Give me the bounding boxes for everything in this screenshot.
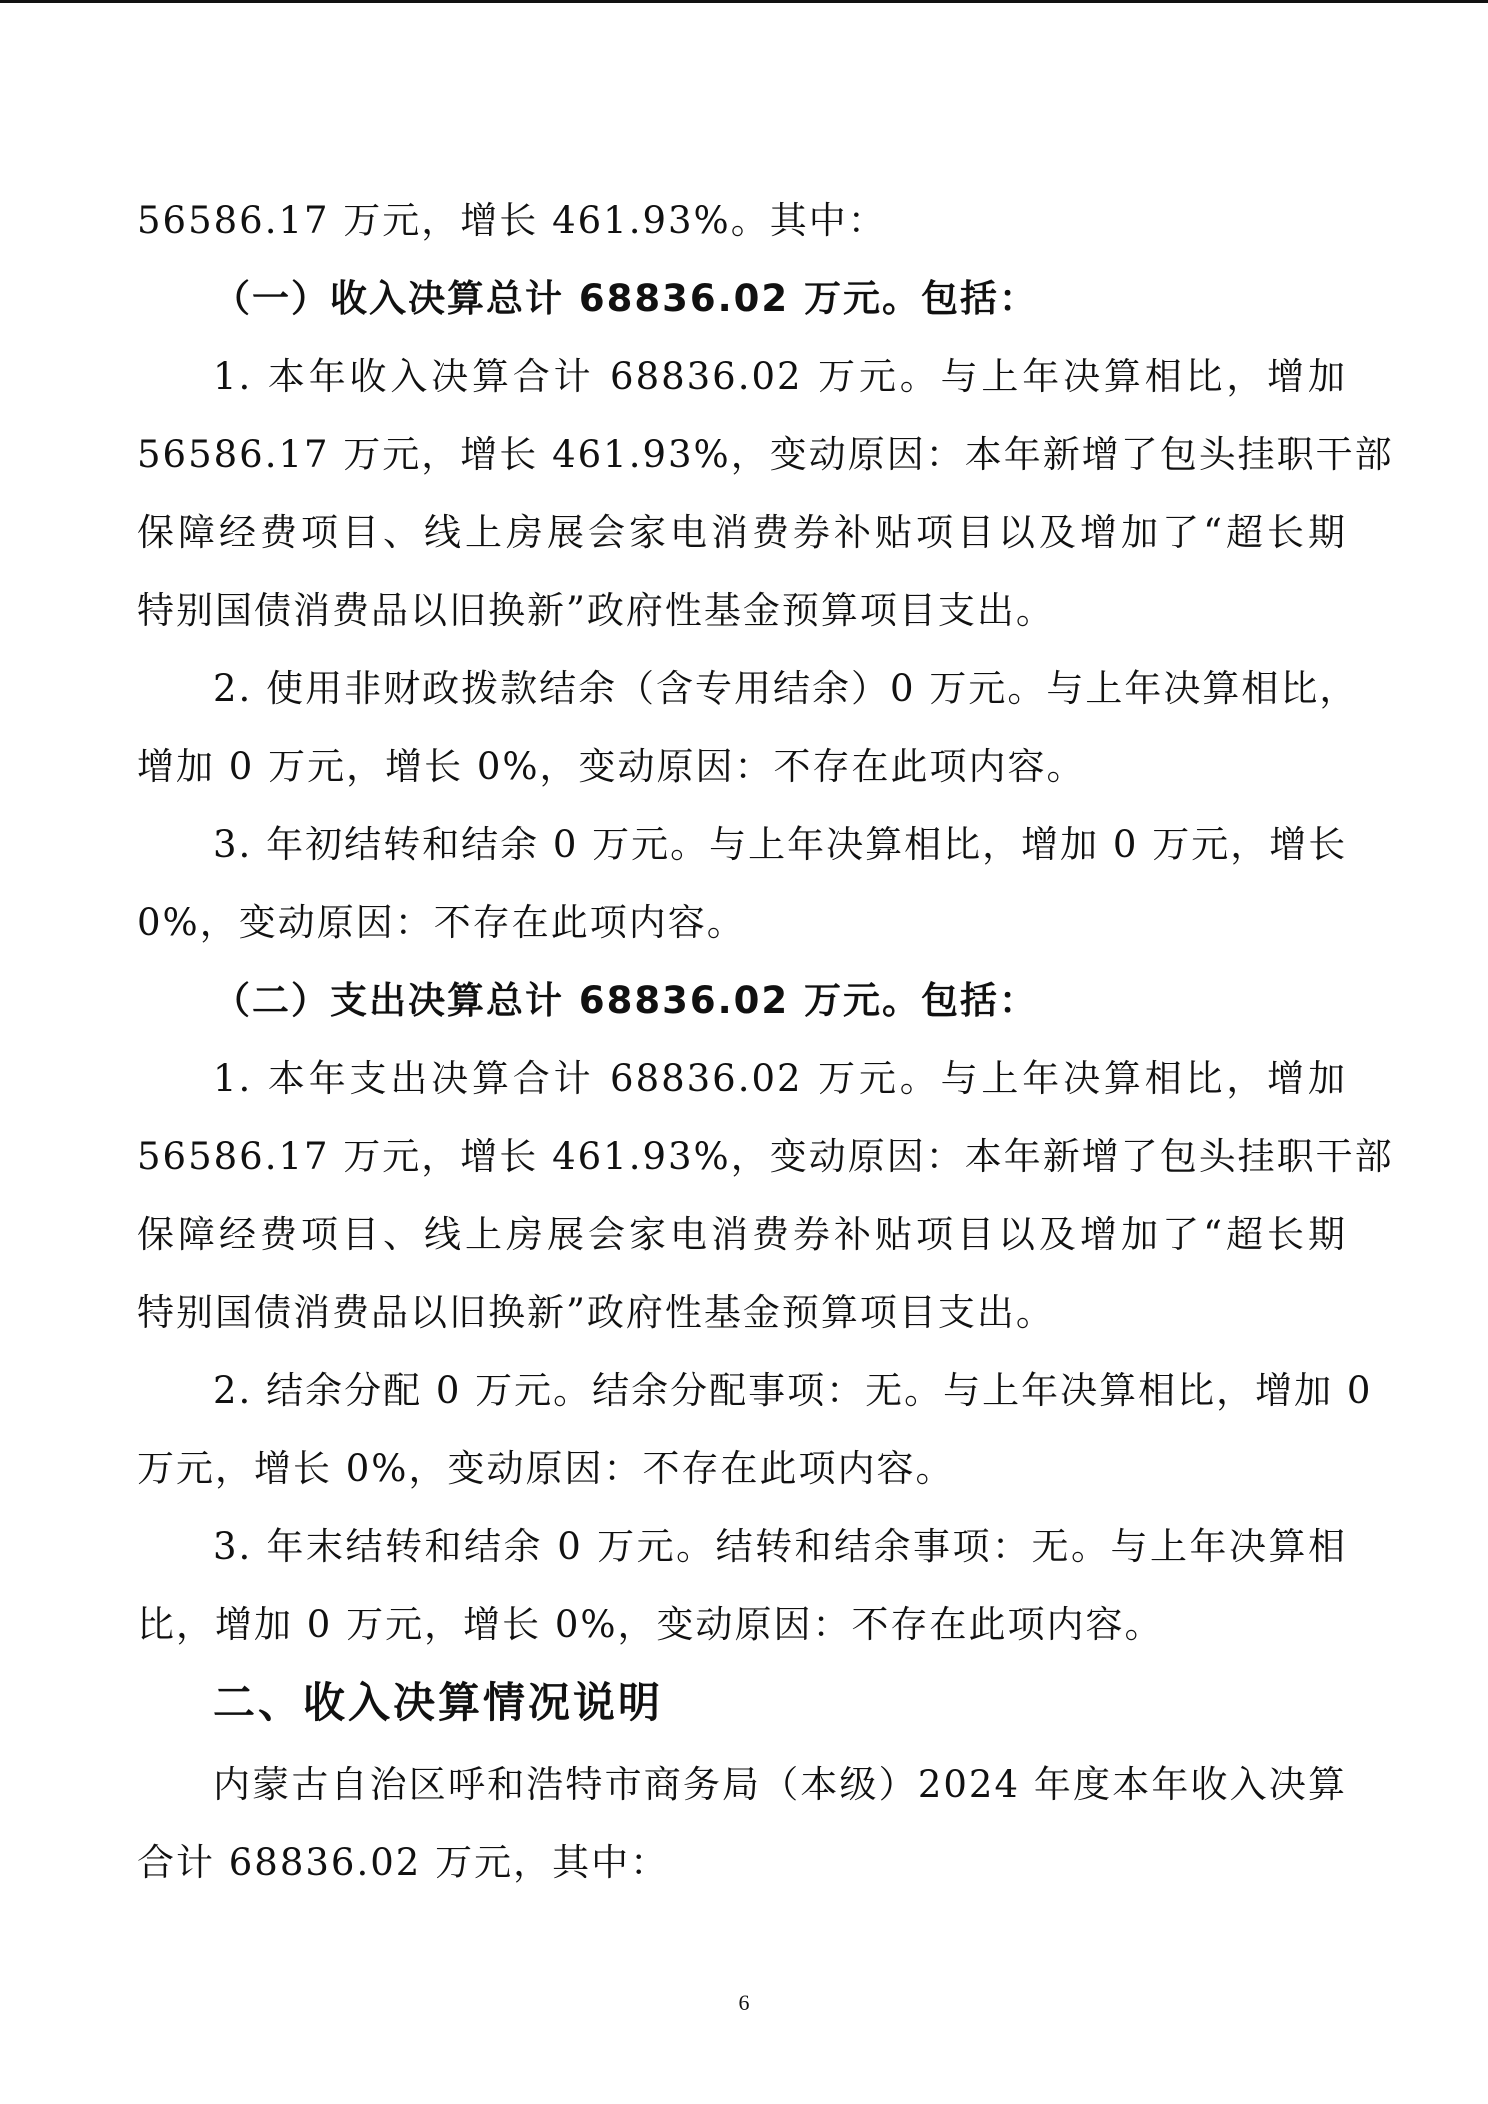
section-heading-expense-total: （二）支出决算总计 68836.02 万元。包括： (213, 979, 1039, 1022)
paragraph-line: 56586.17 万元，增长 461.93%。其中： (137, 199, 887, 242)
section-heading-income-explanation: 二、收入决算情况说明 (213, 1678, 664, 1727)
paragraph-line: 1. 本年收入决算合计 68836.02 万元。与上年决算相比，增加 (213, 355, 1347, 398)
page-number: 6 (738, 1990, 750, 2015)
paragraph-line: 内蒙古自治区呼和浩特市商务局（本级）2024 年度本年收入决算 (213, 1763, 1347, 1806)
paragraph-line: 3. 年初结转和结余 0 万元。与上年决算相比，增加 0 万元，增长 (213, 823, 1348, 866)
paragraph-line: 0%，变动原因：不存在此项内容。 (137, 901, 746, 944)
paragraph-line: 增加 0 万元，增长 0%，变动原因：不存在此项内容。 (137, 745, 1086, 788)
paragraph-line: 万元，增长 0%，变动原因：不存在此项内容。 (137, 1447, 955, 1490)
paragraph-line: 保障经费项目、线上房展会家电消费券补贴项目以及增加了“超长期 (137, 1213, 1347, 1256)
paragraph-line: 2. 使用非财政拨款结余（含专用结余）0 万元。与上年决算相比， (213, 667, 1359, 710)
paragraph-line: 合计 68836.02 万元，其中： (137, 1841, 670, 1884)
paragraph-line: 2. 结余分配 0 万元。结余分配事项：无。与上年决算相比，增加 0 (213, 1369, 1373, 1412)
paragraph-line: 56586.17 万元，增长 461.93%，变动原因：本年新增了包头挂职干部 (137, 433, 1394, 476)
paragraph-line: 56586.17 万元，增长 461.93%，变动原因：本年新增了包头挂职干部 (137, 1135, 1394, 1178)
paragraph-line: 1. 本年支出决算合计 68836.02 万元。与上年决算相比，增加 (213, 1057, 1347, 1100)
top-rule (0, 0, 1488, 3)
paragraph-line: 特别国债消费品以旧换新”政府性基金预算项目支出。 (137, 589, 1055, 632)
paragraph-line: 比，增加 0 万元，增长 0%，变动原因：不存在此项内容。 (137, 1603, 1164, 1646)
section-heading-income-total: （一）收入决算总计 68836.02 万元。包括： (213, 277, 1039, 320)
paragraph-line: 特别国债消费品以旧换新”政府性基金预算项目支出。 (137, 1291, 1055, 1334)
paragraph-line: 3. 年末结转和结余 0 万元。结转和结余事项：无。与上年决算相 (213, 1525, 1347, 1568)
paragraph-line: 保障经费项目、线上房展会家电消费券补贴项目以及增加了“超长期 (137, 511, 1347, 554)
